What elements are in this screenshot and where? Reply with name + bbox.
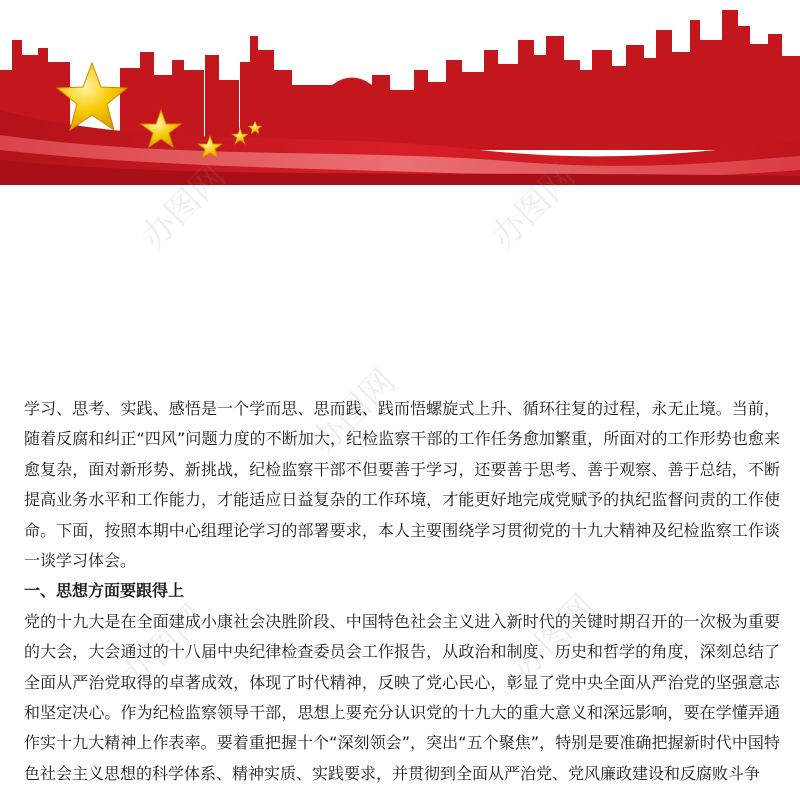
header-banner — [0, 0, 800, 185]
article-body — [24, 394, 780, 789]
section-heading: 一、思想方面要跟得上 — [24, 581, 185, 601]
watermark-text: 办图网 — [483, 156, 584, 258]
watermark-text: 办图网 — [303, 361, 404, 463]
watermark-text: 办图网 — [133, 156, 234, 258]
watermark-text: 办图网 — [503, 586, 604, 688]
intro-paragraph: 学习、思考、实践、感悟是一个学而思、思而践、践而悟螺旋式上升、循环往复的过程，永无止境。当前，随着反腐和纠正“四风”问题力度的不断加大，纪检监察干部的工作任务愈加繁重，所面对的工作形势也愈来愈复杂，面对新形势、新挑战，纪检监察干部不但要善于学习，还要善于思考、善于观察、善于总结，不断提高业务水平和工作能力，才能适应日益复杂的工作环境，才能更好地完成党赋予的执纪监督问责的工作使命。下面，按照本期中心组理论学习的部署要求，本人主要围绕学习贯彻党的十九大精神及纪检监察工作谈一谈学习体会。 — [24, 399, 780, 571]
section-paragraph: 党的十九大是在全面建成小康社会决胜阶段、中国特色社会主义进入新时代的关键时期召开的一次极为重要的大会，大会通过的十八届中央纪律检查委员会工作报告，从政治和制度、历史和哲学的角度，深刻总结了全面从严治党取得的卓著成效，体现了时代精神，反映了党心民心，彰显了党中央全面从严治党的坚强意志和坚定决心。作为纪检监察领导干部，思想上要充分认识党的十九大的重大意义和深远影响，要在学懂弄通作实十九大精神上作表率。要着重把握十个“深刻领会”，突出“五个聚焦”，特别是要准确把握新时代中国特色社会主义思想的科学体系、精神实质、实践要求，并贯彻到全面从严治党、党风廉政建设和反腐败斗争 — [24, 611, 780, 783]
watermark-text: 办图网 — [113, 596, 214, 698]
